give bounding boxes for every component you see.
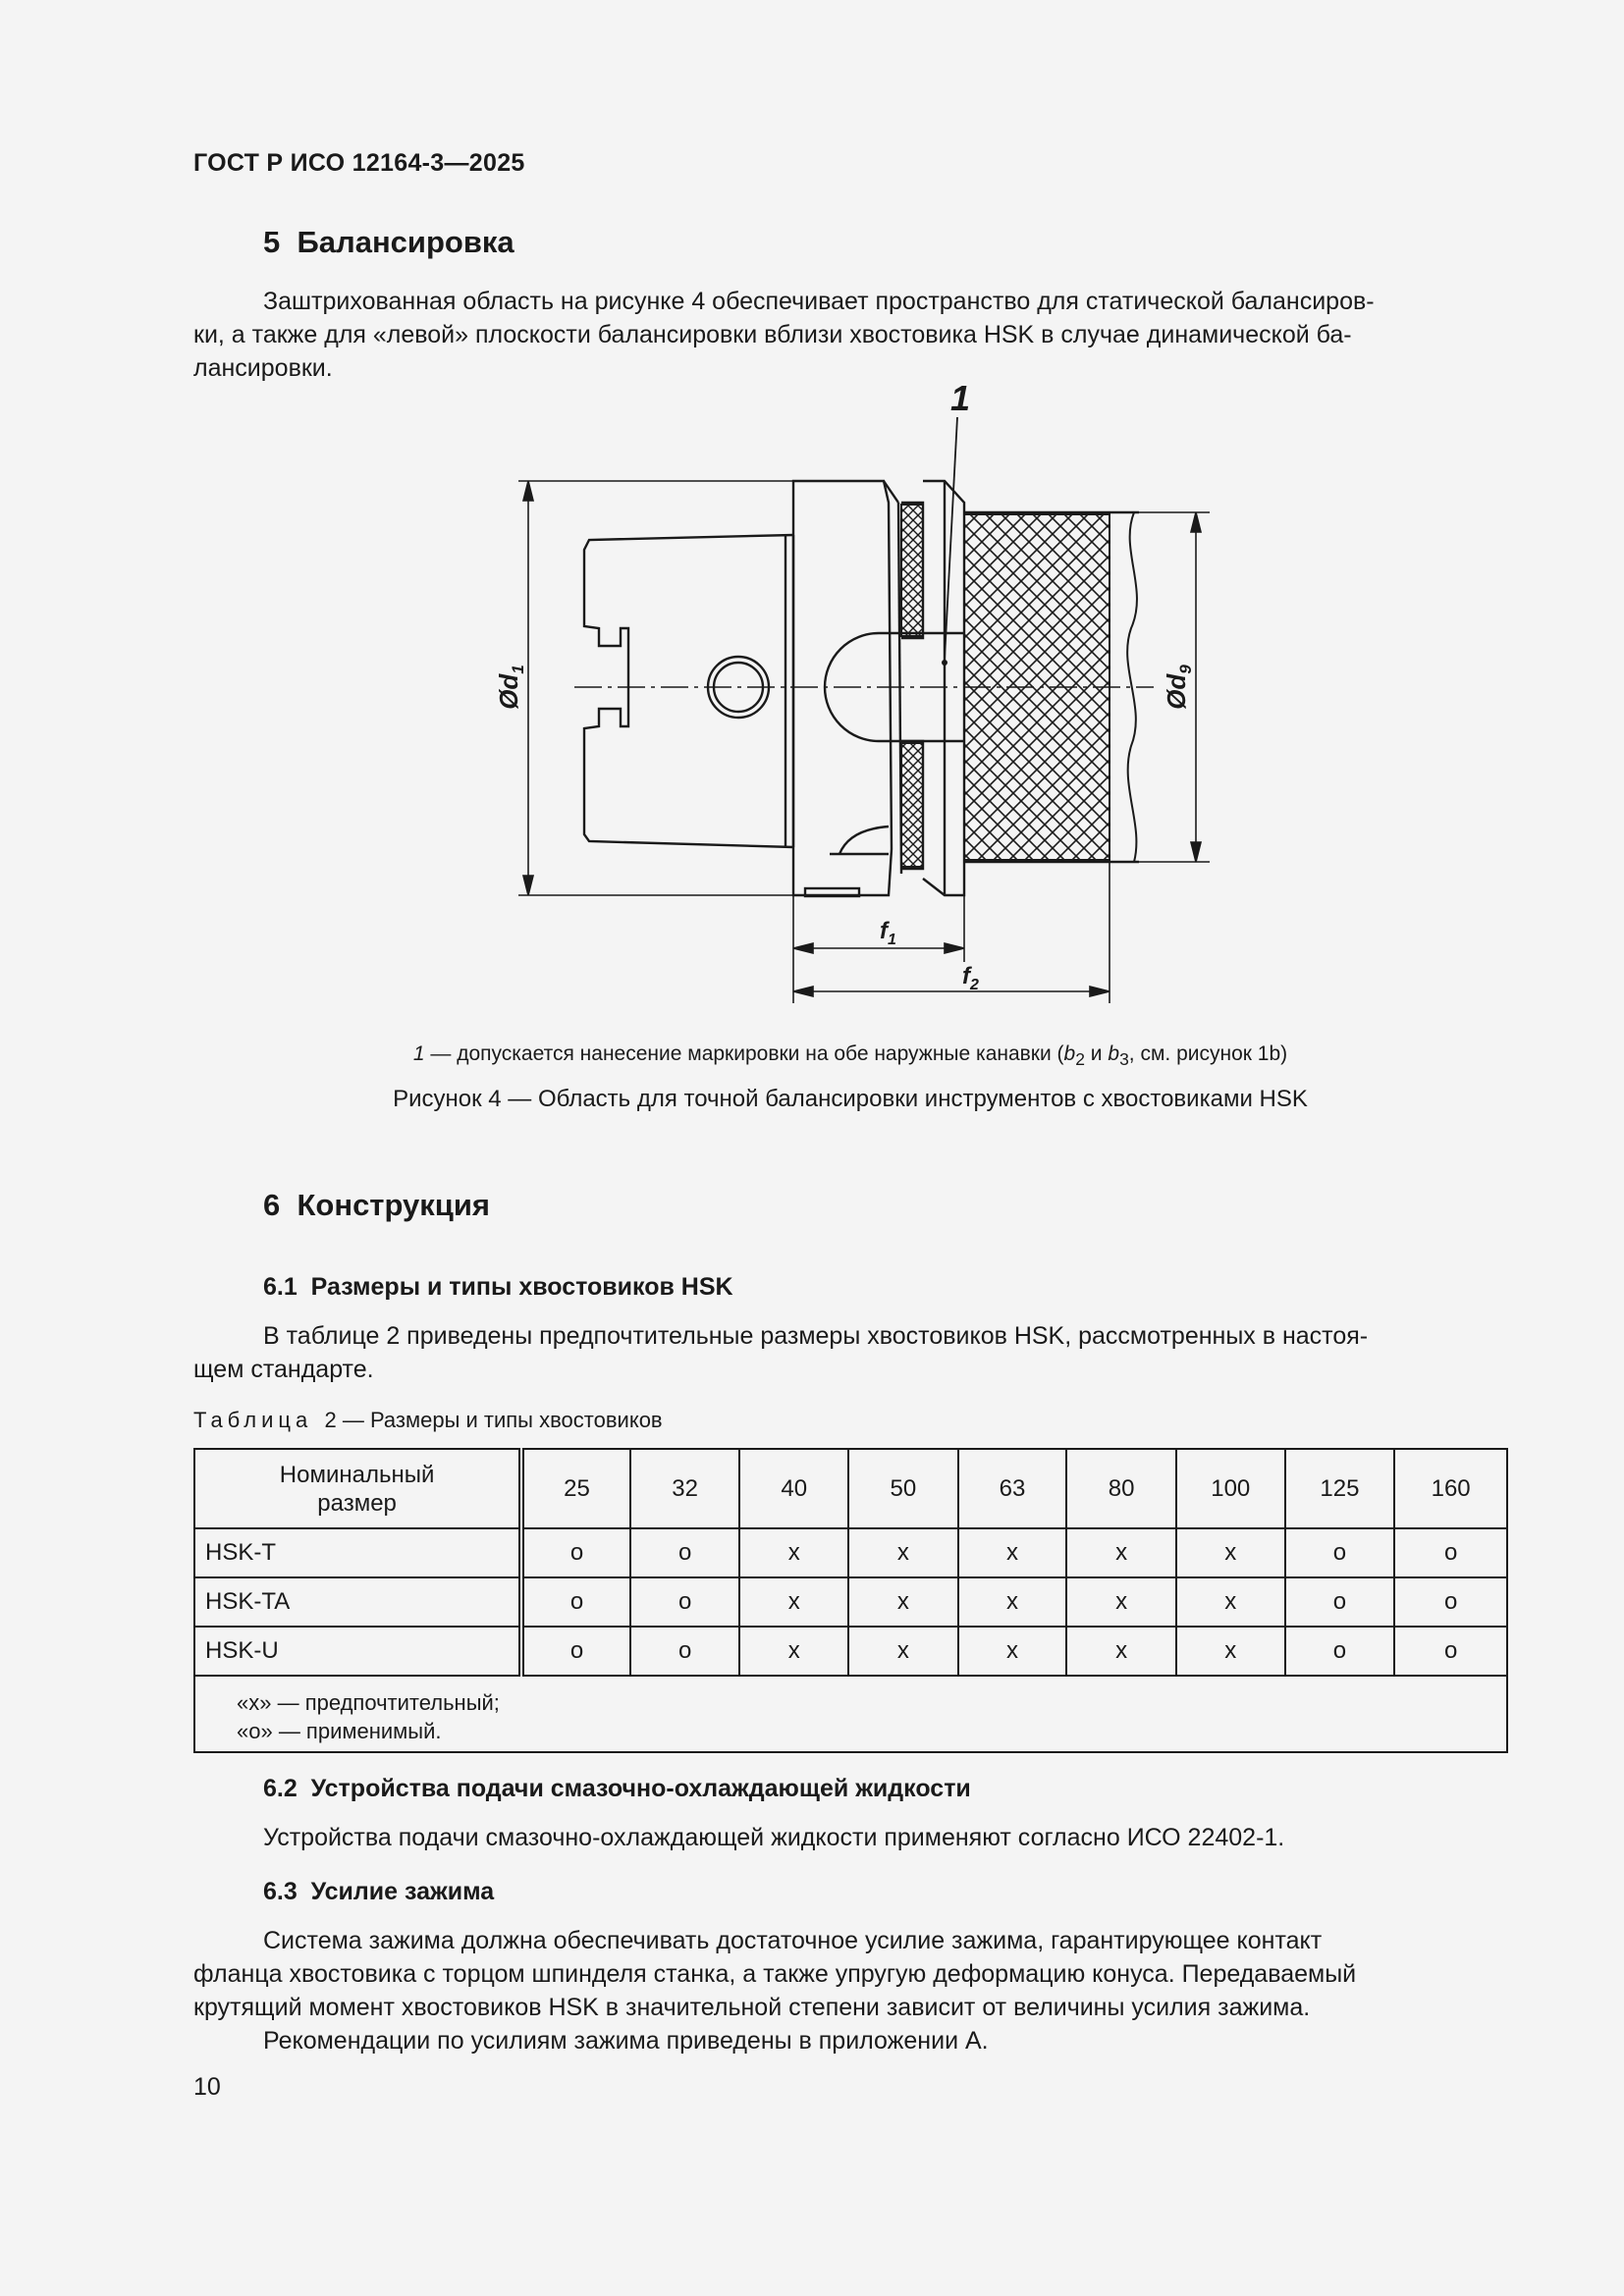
table-caption-word: Таблица — [193, 1408, 313, 1432]
table-header-cell: 50 — [848, 1449, 958, 1528]
table-row — [194, 1577, 1507, 1627]
paragraph-line: Рекомендации по усилиям зажима приведены в приложении А. — [263, 2027, 989, 2055]
table-cell: x — [848, 1627, 958, 1676]
section-title: Балансировка — [297, 225, 514, 259]
table-cell: x — [958, 1577, 1067, 1627]
figure-4-drawing — [481, 373, 1227, 1011]
paragraph-line: Система зажима должна обеспечивать достаточное усилие зажима, гарантирующее контакт — [263, 1927, 1323, 1954]
section-6-heading — [263, 1188, 490, 1223]
note-symbol: b — [1063, 1042, 1076, 1065]
row-label: HSK-U — [194, 1627, 521, 1676]
note-number: 1 — [412, 1042, 425, 1065]
subsection-6-2-paragraph: Устройства подачи смазочно-охлаждающей жидкости применяют согласно ИСО 22402-1. — [263, 1824, 1285, 1851]
dim-f1-label — [880, 918, 896, 948]
table-cell: x — [739, 1577, 848, 1627]
table-cell: o — [521, 1627, 630, 1676]
dim-f2-label — [962, 963, 979, 993]
table-cell: o — [1285, 1627, 1395, 1676]
subsection-6-2-heading — [263, 1775, 971, 1803]
table-cell: x — [958, 1627, 1067, 1676]
table-cell: x — [739, 1627, 848, 1676]
figure-4-title: Рисунок 4 — Область для точной балансировки инструментов с хвостовиками HSK — [393, 1086, 1308, 1112]
table-cell: o — [1285, 1577, 1395, 1627]
table-cell: x — [739, 1528, 848, 1577]
section-5-heading — [263, 225, 514, 260]
table-header-cell: 63 — [958, 1449, 1067, 1528]
header-line: Номинальный — [279, 1461, 435, 1488]
section-number: 5 — [263, 225, 281, 259]
svg-text:f2: $f_2$ — [962, 963, 979, 993]
paragraph-line: щем стандарте. — [193, 1356, 374, 1383]
table-row — [194, 1627, 1507, 1676]
paragraph-line: В таблице 2 приведены предпочтительные размеры хвостовиков HSK, рассмотренных в настоя- — [263, 1322, 1369, 1350]
section-number: 6 — [263, 1188, 281, 1222]
paragraph-line: крутящий момент хвостовиков HSK в значительной степени зависит от величины усилия зажима. — [193, 1994, 1311, 2021]
note-subscript: 2 — [1075, 1049, 1085, 1070]
table-header-cell: 40 — [739, 1449, 848, 1528]
subsection-number: 6.3 — [263, 1878, 298, 1905]
table-header-cell — [194, 1449, 521, 1528]
table-cell: x — [1066, 1627, 1176, 1676]
document-code: ГОСТ Р ИСО 12164-3—2025 — [193, 149, 525, 177]
subsection-6-1-heading — [263, 1273, 733, 1302]
dim-d9-label — [1162, 665, 1195, 710]
table-2-caption — [193, 1408, 663, 1433]
note-text: и — [1084, 1042, 1109, 1065]
section-5-paragraph — [193, 285, 1507, 385]
paragraph-line: фланца хвостовика с торцом шпинделя станка, а также упругую деформацию конуса. Передаваемый — [193, 1960, 1357, 1988]
table-cell: x — [848, 1528, 958, 1577]
table-header-cell: 125 — [1285, 1449, 1395, 1528]
subsection-6-3-heading — [263, 1878, 494, 1906]
subsection-title: Усилие зажима — [310, 1878, 495, 1905]
header-line: размер — [317, 1489, 397, 1517]
note-text: , см. рисунок 1b) — [1128, 1042, 1288, 1065]
subsection-6-3-paragraph — [193, 1924, 1507, 2057]
svg-text:Ød1: $Ød_1$ — [494, 665, 527, 710]
table-header-cell: 32 — [630, 1449, 740, 1528]
table-cell: x — [1066, 1577, 1176, 1627]
table-cell: o — [521, 1577, 630, 1627]
subsection-number: 6.1 — [263, 1273, 298, 1301]
table-notes-row — [194, 1676, 1507, 1752]
paragraph-line: ки, а также для «левой» плоскости балансировки вблизи хвостовика HSK в случае динамической ба- — [193, 321, 1352, 348]
table-cell: o — [1394, 1577, 1507, 1627]
table-cell: x — [1176, 1577, 1285, 1627]
svg-text:Ød9: $Ød_9$ — [1162, 665, 1195, 710]
table-caption-text: 2 — Размеры и типы хвостовиков — [324, 1408, 663, 1432]
callout-label: 1 — [950, 378, 971, 418]
subsection-title: Размеры и типы хвостовиков HSK — [310, 1273, 733, 1301]
table-cell: o — [630, 1627, 740, 1676]
subsection-6-1-paragraph — [193, 1319, 1507, 1386]
dim-d1-label — [494, 665, 527, 710]
note-text: — допускается нанесение маркировки на обе наружные канавки ( — [424, 1042, 1064, 1065]
table-cell: x — [848, 1577, 958, 1627]
table-row — [194, 1528, 1507, 1577]
subsection-title: Устройства подачи смазочно-охлаждающей жидкости — [310, 1775, 971, 1802]
table-cell: o — [630, 1528, 740, 1577]
section-title: Конструкция — [297, 1188, 490, 1222]
table-cell: x — [1176, 1528, 1285, 1577]
paragraph-line: Заштрихованная область на рисунке 4 обеспечивает пространство для статической балансиров- — [263, 288, 1375, 315]
table-cell: x — [1176, 1627, 1285, 1676]
table-cell: o — [1394, 1627, 1507, 1676]
table-cell: o — [1394, 1528, 1507, 1577]
table-cell: o — [521, 1528, 630, 1577]
subsection-number: 6.2 — [263, 1775, 298, 1802]
table-note: «o» — применимый. — [237, 1719, 442, 1743]
table-header-cell: 25 — [521, 1449, 630, 1528]
figure-4-note — [193, 1042, 1507, 1070]
table-header-row — [194, 1449, 1507, 1528]
table-header-cell: 80 — [1066, 1449, 1176, 1528]
note-symbol: b — [1108, 1042, 1120, 1065]
table-header-cell: 100 — [1176, 1449, 1285, 1528]
table-notes — [194, 1676, 1507, 1752]
table-note: «x» — предпочтительный; — [237, 1690, 500, 1715]
paragraph-line: лансировки. — [193, 354, 333, 382]
table-cell: x — [1066, 1528, 1176, 1577]
table-cell: o — [1285, 1528, 1395, 1577]
svg-text:f1: $f_1$ — [880, 918, 896, 948]
table-cell: x — [958, 1528, 1067, 1577]
row-label: HSK-TA — [194, 1577, 521, 1627]
table-2 — [193, 1448, 1508, 1753]
note-subscript: 3 — [1119, 1049, 1129, 1070]
row-label: HSK-T — [194, 1528, 521, 1577]
table-cell: o — [630, 1577, 740, 1627]
table-header-cell: 160 — [1394, 1449, 1507, 1528]
page-number: 10 — [193, 2073, 221, 2101]
